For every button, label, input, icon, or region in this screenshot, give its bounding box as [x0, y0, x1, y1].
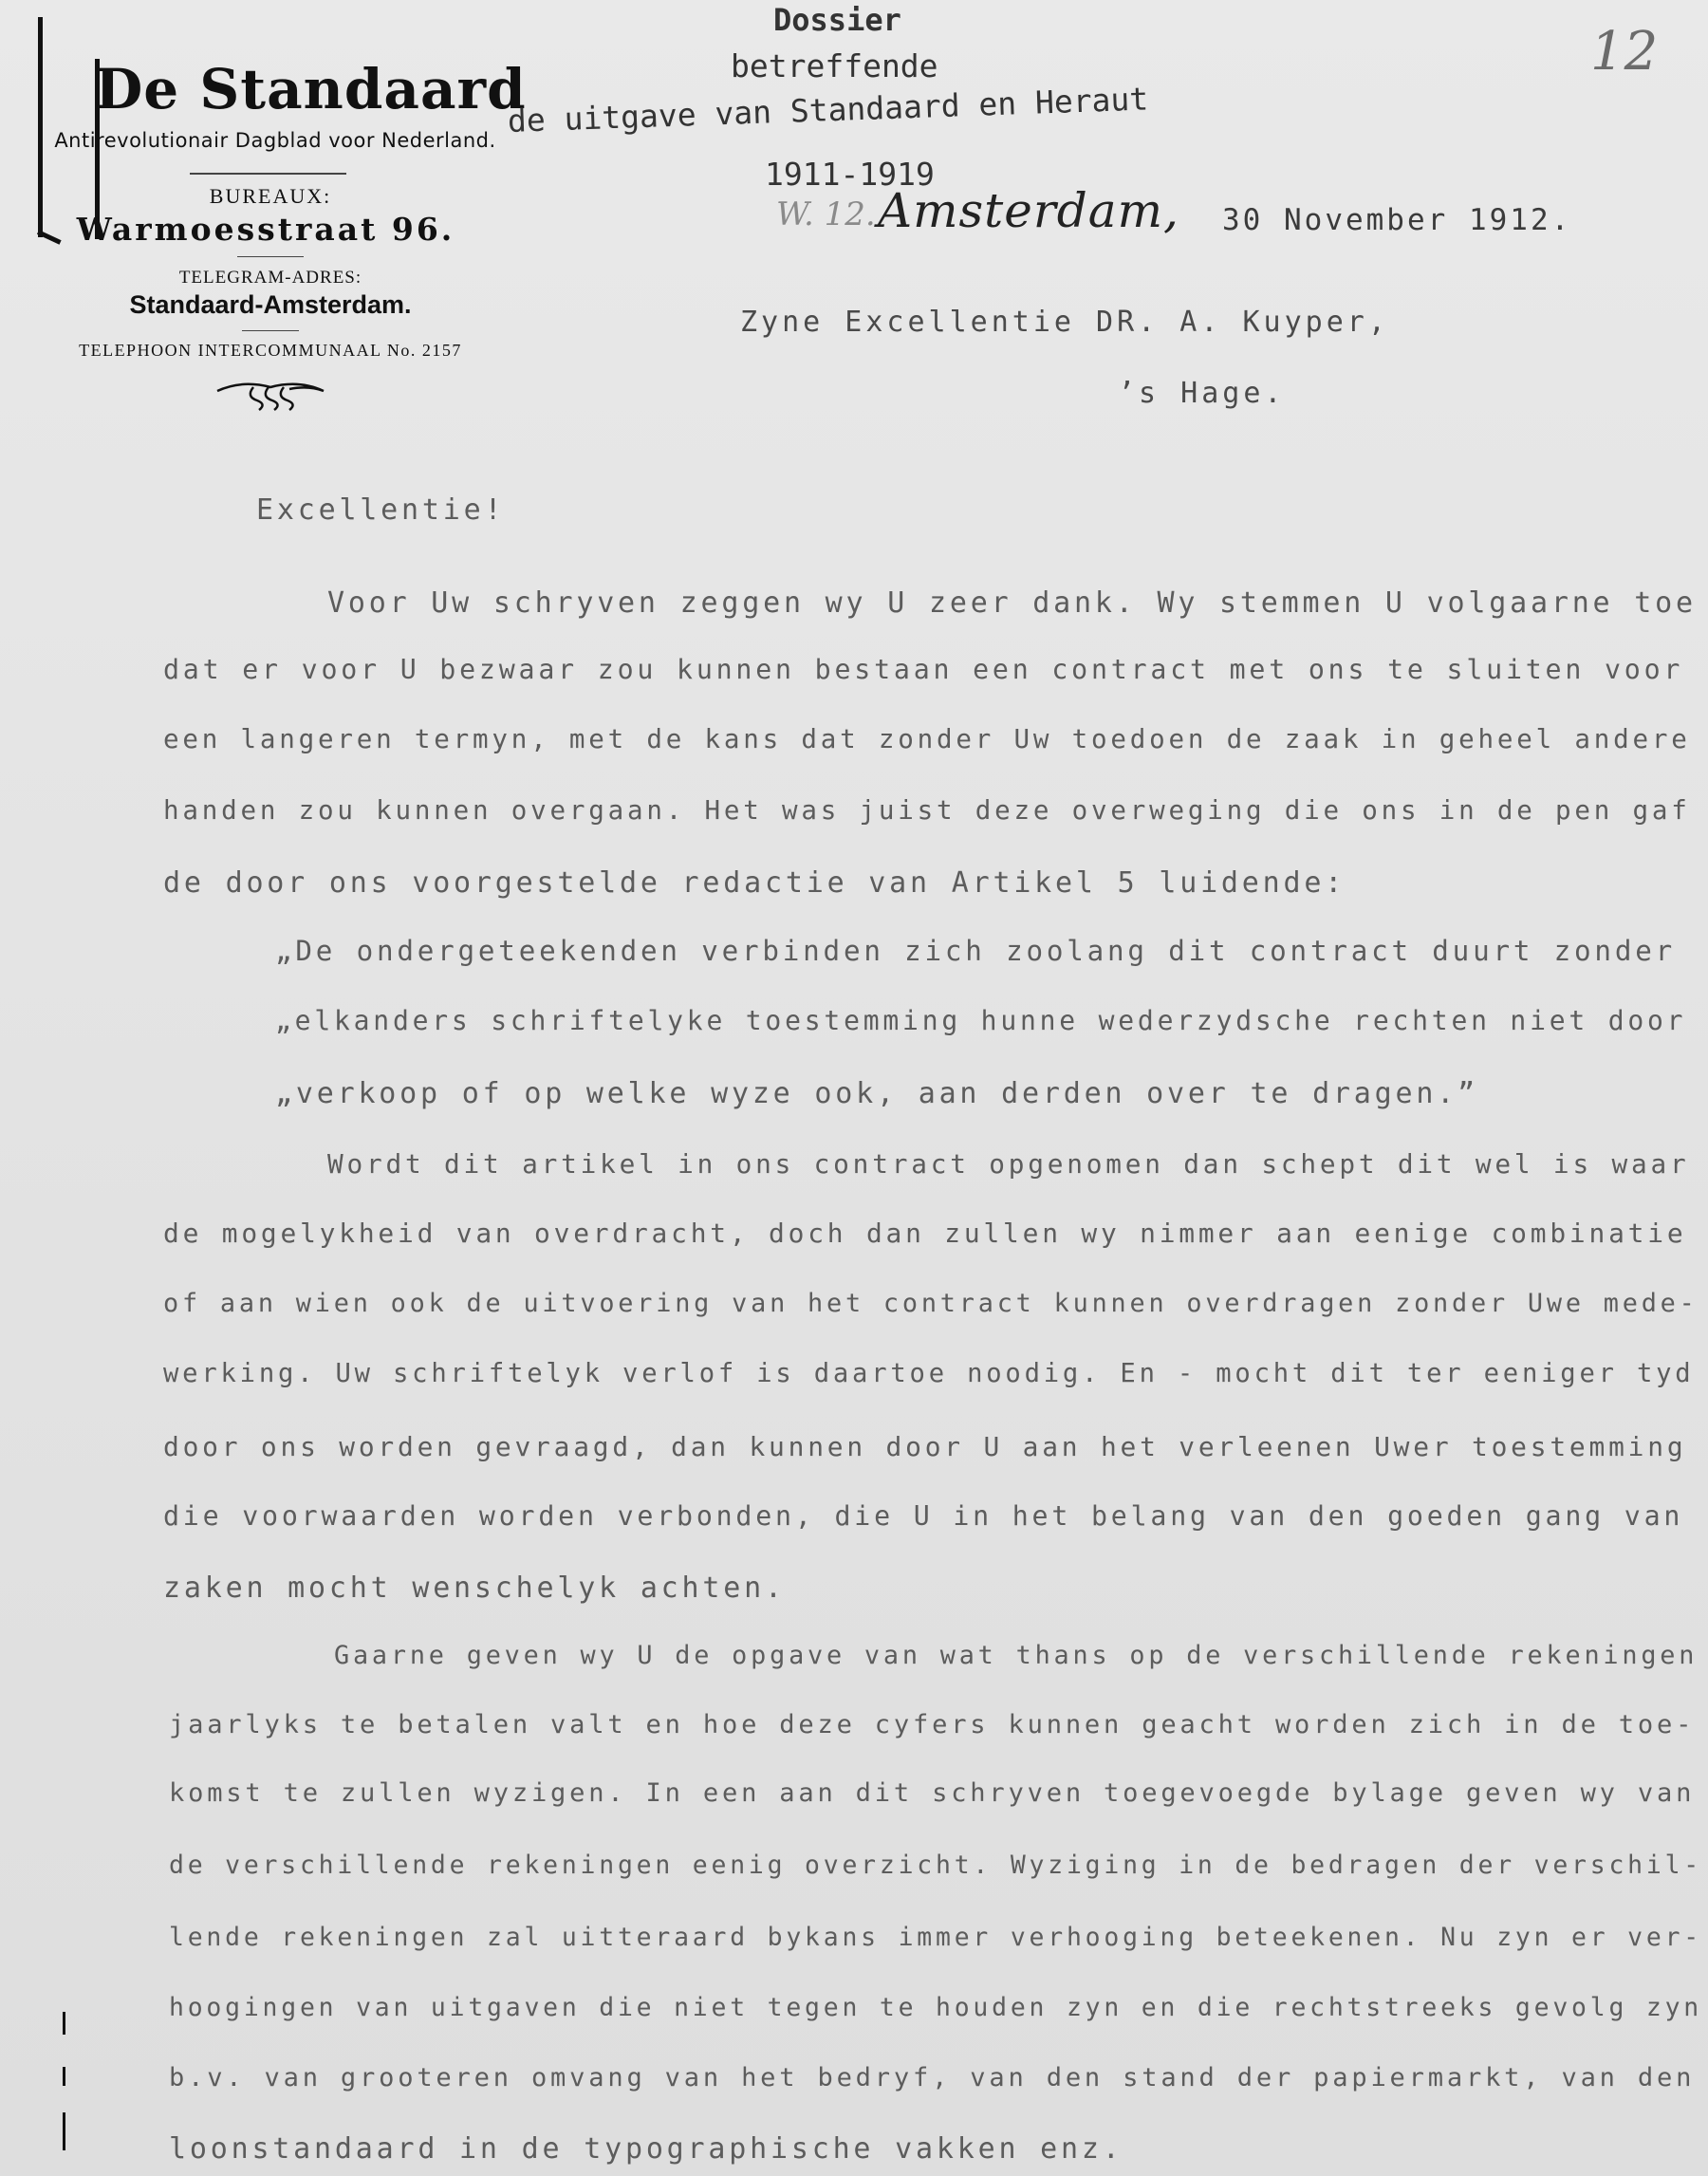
body-line: de door ons voorgestelde redactie van Artikel 5 luidende:	[163, 866, 1346, 900]
body-line: of aan wien ook de uitvoering van het contract kunnen overdragen zonder Uwe mede-	[163, 1289, 1699, 1318]
telegram-rule	[242, 330, 299, 331]
folio-number: 12	[1590, 21, 1659, 83]
body-line: werking. Uw schriftelyk verlof is daartoe noodig. En - mocht dit ter eeniger tyd	[163, 1359, 1695, 1388]
address-rule	[237, 256, 304, 257]
ornament-icon	[214, 376, 327, 414]
margin-tick-3	[63, 2112, 65, 2150]
bureaux-address: Warmoesstraat 96.	[76, 211, 455, 248]
body-line: loonstandaard in de typographische vakken enz.	[169, 2132, 1123, 2166]
telephone-line: TELEPHOON INTERCOMMUNAAL No. 2157	[79, 341, 462, 360]
body-line: die voorwaarden worden verbonden, die U in het belang van den goeden gang van	[163, 1500, 1684, 1532]
handwritten-reference: W. 12.	[776, 195, 876, 233]
dateline-place: Amsterdam,	[878, 183, 1179, 238]
dateline-date: 30 November 1912.	[1222, 203, 1572, 237]
body-line: Voor Uw schryven zeggen wy U zeer dank. Wy stemmen U volgaarne toe	[327, 586, 1697, 620]
tagline-rule	[190, 173, 346, 175]
body-line: zaken mocht wenschelyk achten.	[163, 1572, 786, 1605]
margin-tick-2	[63, 2067, 65, 2086]
addressee-name: Zyne Excellentie DR. A. Kuyper,	[740, 306, 1389, 339]
tagline: Antirevolutionair Dagblad voor Nederland.	[54, 129, 496, 152]
body-line: b.v. van grooteren omvang van het bedryf, van den stand der papiermarkt, van den	[169, 2063, 1696, 2092]
body-line: komst te zullen wyzigen. In een aan dit schryven toegevoegde bylage geven wy van	[169, 1778, 1696, 1808]
binding-mark-left	[38, 17, 43, 237]
stamp-betreffende: betreffende	[731, 47, 938, 84]
body-line: de verschillende rekeningen eenig overzicht. Wyziging in de bedragen der verschil-	[169, 1851, 1702, 1880]
telegram-address: Standaard-Amsterdam.	[129, 290, 412, 319]
bureaux-label: BUREAUX:	[209, 184, 332, 208]
body-line: jaarlyks te betalen valt en hoe deze cyfers kunnen geacht worden zich in de toe-	[169, 1710, 1696, 1739]
stamp-dossier: Dossier	[773, 2, 901, 38]
body-line: lende rekeningen zal uitteraard bykans immer verhooging beteekenen. Nu zyn er ver-	[169, 1923, 1702, 1952]
quote-line: „De ondergeteekenden verbinden zich zoolang dit contract duurt zonder	[275, 935, 1676, 967]
body-line: een langeren termyn, met de kans dat zonder Uw toedoen de zaak in geheel andere	[163, 724, 1691, 754]
quote-line: „verkoop of op welke wyze ook, aan derden over te dragen.”	[275, 1077, 1478, 1110]
body-line: Wordt dit artikel in ons contract opgenomen dan schept dit wel is waar	[327, 1148, 1690, 1180]
body-line: de mogelykheid van overdracht, doch dan zullen wy nimmer aan eenige combinatie	[163, 1218, 1687, 1249]
margin-tick-1	[63, 2012, 65, 2035]
body-line: hoogingen van uitgaven die niet tegen te houden zyn en die rechtstreeks gevolg zyn	[169, 1993, 1702, 2022]
body-line: handen zou kunnen overgaan. Het was juist deze overweging die ons in de pen gaf	[163, 795, 1691, 826]
masthead: De Standaard	[95, 57, 527, 121]
body-line: dat er voor U bezwaar zou kunnen bestaan een contract met ons te sluiten voor	[163, 654, 1684, 685]
quote-line: „elkanders schriftelyke toestemming hunne wederzydsche rechten niet door	[275, 1005, 1687, 1036]
addressee-city: ’s Hage.	[1118, 377, 1286, 410]
salutation: Excellentie!	[256, 493, 506, 527]
body-line: Gaarne geven wy U de opgave van wat thans op de verschillende rekeningen	[334, 1641, 1699, 1670]
stamp-years: 1911-1919	[765, 156, 935, 193]
stamp-subject: de uitgave van Standaard en Heraut	[507, 80, 1149, 139]
body-line: door ons worden gevraagd, dan kunnen door U aan het verleenen Uwer toestemming	[163, 1431, 1687, 1462]
telegram-label: TELEGRAM-ADRES:	[178, 268, 362, 288]
